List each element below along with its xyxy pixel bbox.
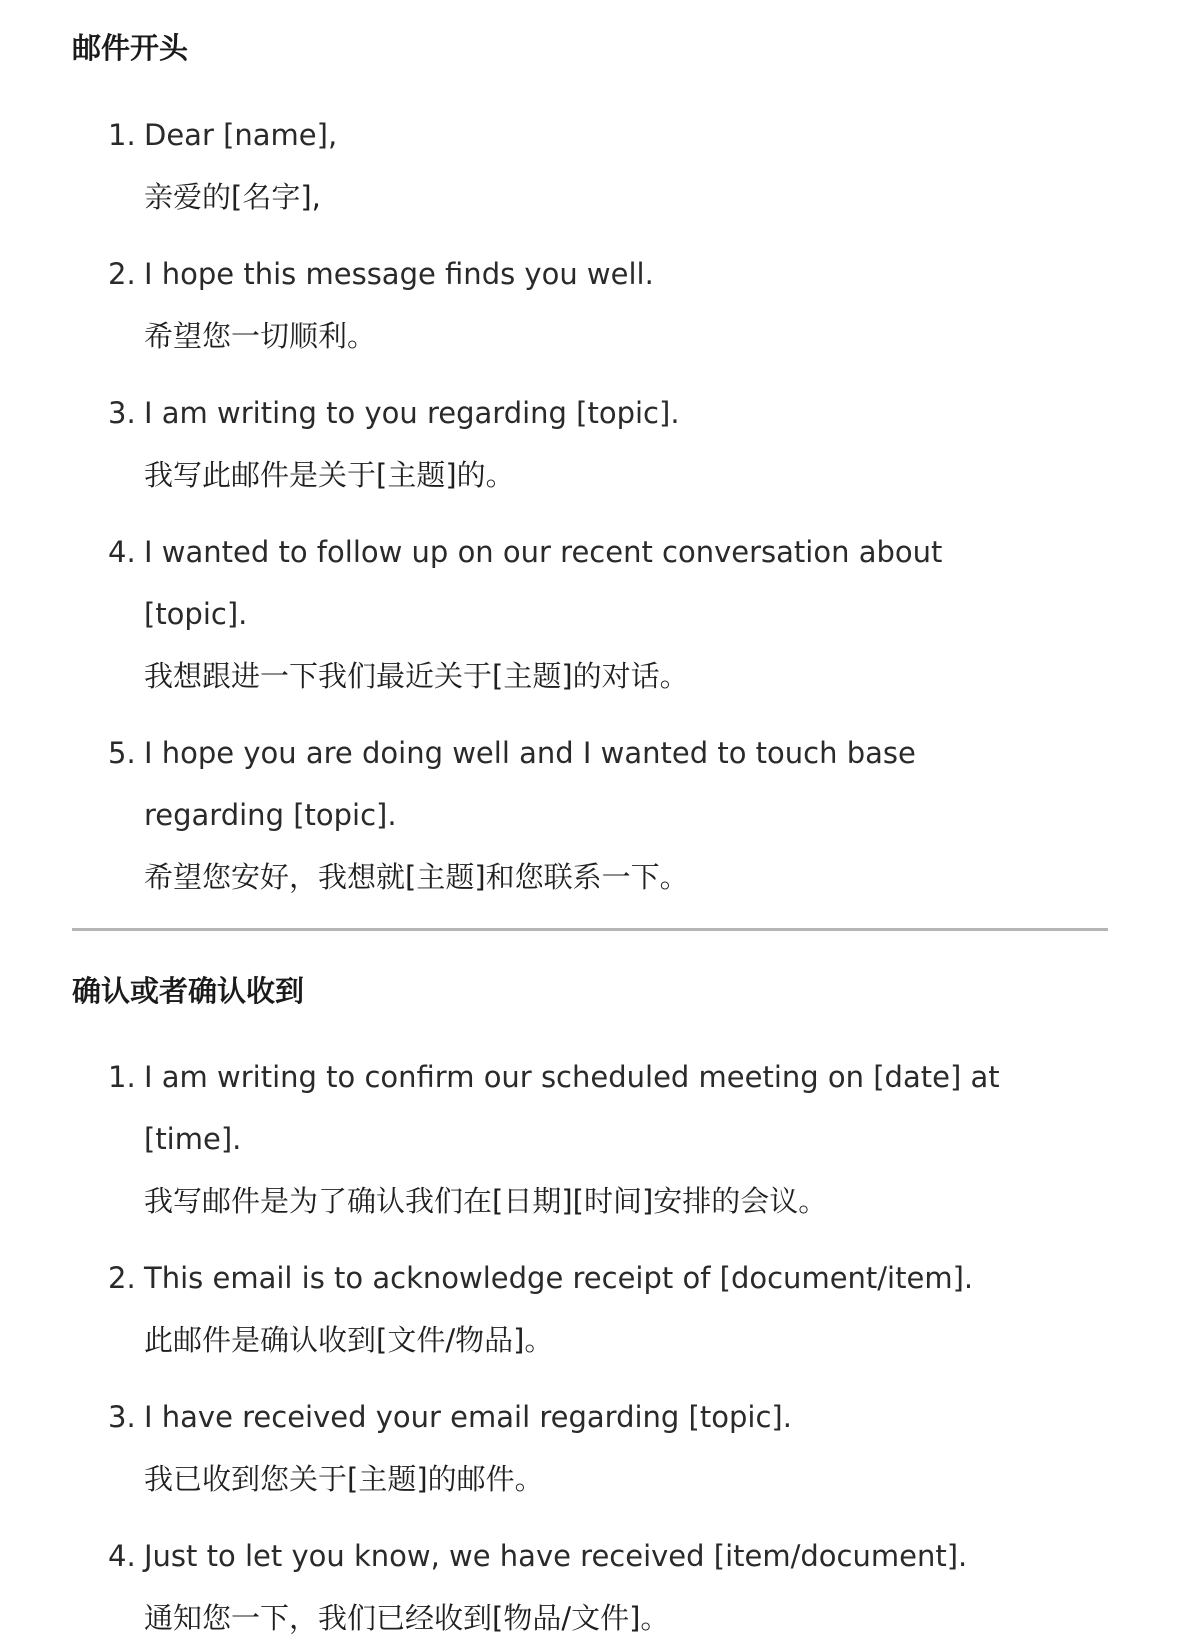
chinese-translation: 我想跟进一下我们最近关于[主题]的对话。 (144, 659, 689, 693)
chinese-translation: 亲爱的[名字], (144, 180, 321, 214)
list-item (72, 521, 1126, 707)
item-number: 4. (108, 1539, 136, 1573)
chinese-translation: 希望您一切顺利。 (144, 319, 377, 353)
phrase-list-confirmation (72, 1046, 1126, 1649)
list-item (72, 1046, 1126, 1232)
list-item (72, 722, 1126, 908)
english-phrase: Dear [name], (144, 118, 338, 152)
list-item (72, 1525, 1126, 1649)
english-phrase: I am writing to confirm our scheduled meeting on [date] at [time]. (144, 1060, 1000, 1156)
item-number: 4. (108, 535, 136, 569)
english-phrase: I wanted to follow up on our recent conversation about [topic]. (144, 535, 943, 631)
item-number: 3. (108, 1400, 136, 1434)
chinese-translation: 我已收到您关于[主题]的邮件。 (144, 1462, 544, 1496)
chinese-translation: 希望您安好，我想就[主题]和您联系一下。 (144, 860, 689, 894)
english-phrase: This email is to acknowledge receipt of [document/item]. (144, 1261, 974, 1295)
list-item (72, 1386, 1126, 1510)
section-title-email-opening: 邮件开头 (72, 31, 189, 65)
item-number: 1. (108, 118, 136, 152)
chinese-translation: 此邮件是确认收到[文件/物品]。 (144, 1323, 554, 1357)
item-number: 2. (108, 257, 136, 291)
item-number: 2. (108, 1261, 136, 1295)
english-phrase: I hope this message finds you well. (144, 257, 654, 291)
list-item (72, 243, 1126, 367)
list-item (72, 1247, 1126, 1371)
chinese-translation: 我写此邮件是关于[主题]的。 (144, 458, 515, 492)
list-item (72, 382, 1126, 506)
list-item (72, 104, 1126, 228)
english-phrase: I am writing to you regarding [topic]. (144, 396, 680, 430)
section-divider (72, 928, 1108, 931)
english-phrase: I have received your email regarding [topic]. (144, 1400, 792, 1434)
item-number: 5. (108, 736, 136, 770)
item-number: 3. (108, 396, 136, 430)
chinese-translation: 通知您一下，我们已经收到[物品/文件]。 (144, 1601, 670, 1635)
english-phrase: I hope you are doing well and I wanted to touch base regarding [topic]. (144, 736, 916, 832)
section-title-confirmation: 确认或者确认收到 (72, 974, 305, 1008)
item-number: 1. (108, 1060, 136, 1094)
english-phrase: Just to let you know, we have received [item/document]. (144, 1539, 968, 1573)
phrase-list-email-opening (72, 104, 1126, 908)
chinese-translation: 我写邮件是为了确认我们在[日期][时间]安排的会议。 (144, 1184, 828, 1218)
